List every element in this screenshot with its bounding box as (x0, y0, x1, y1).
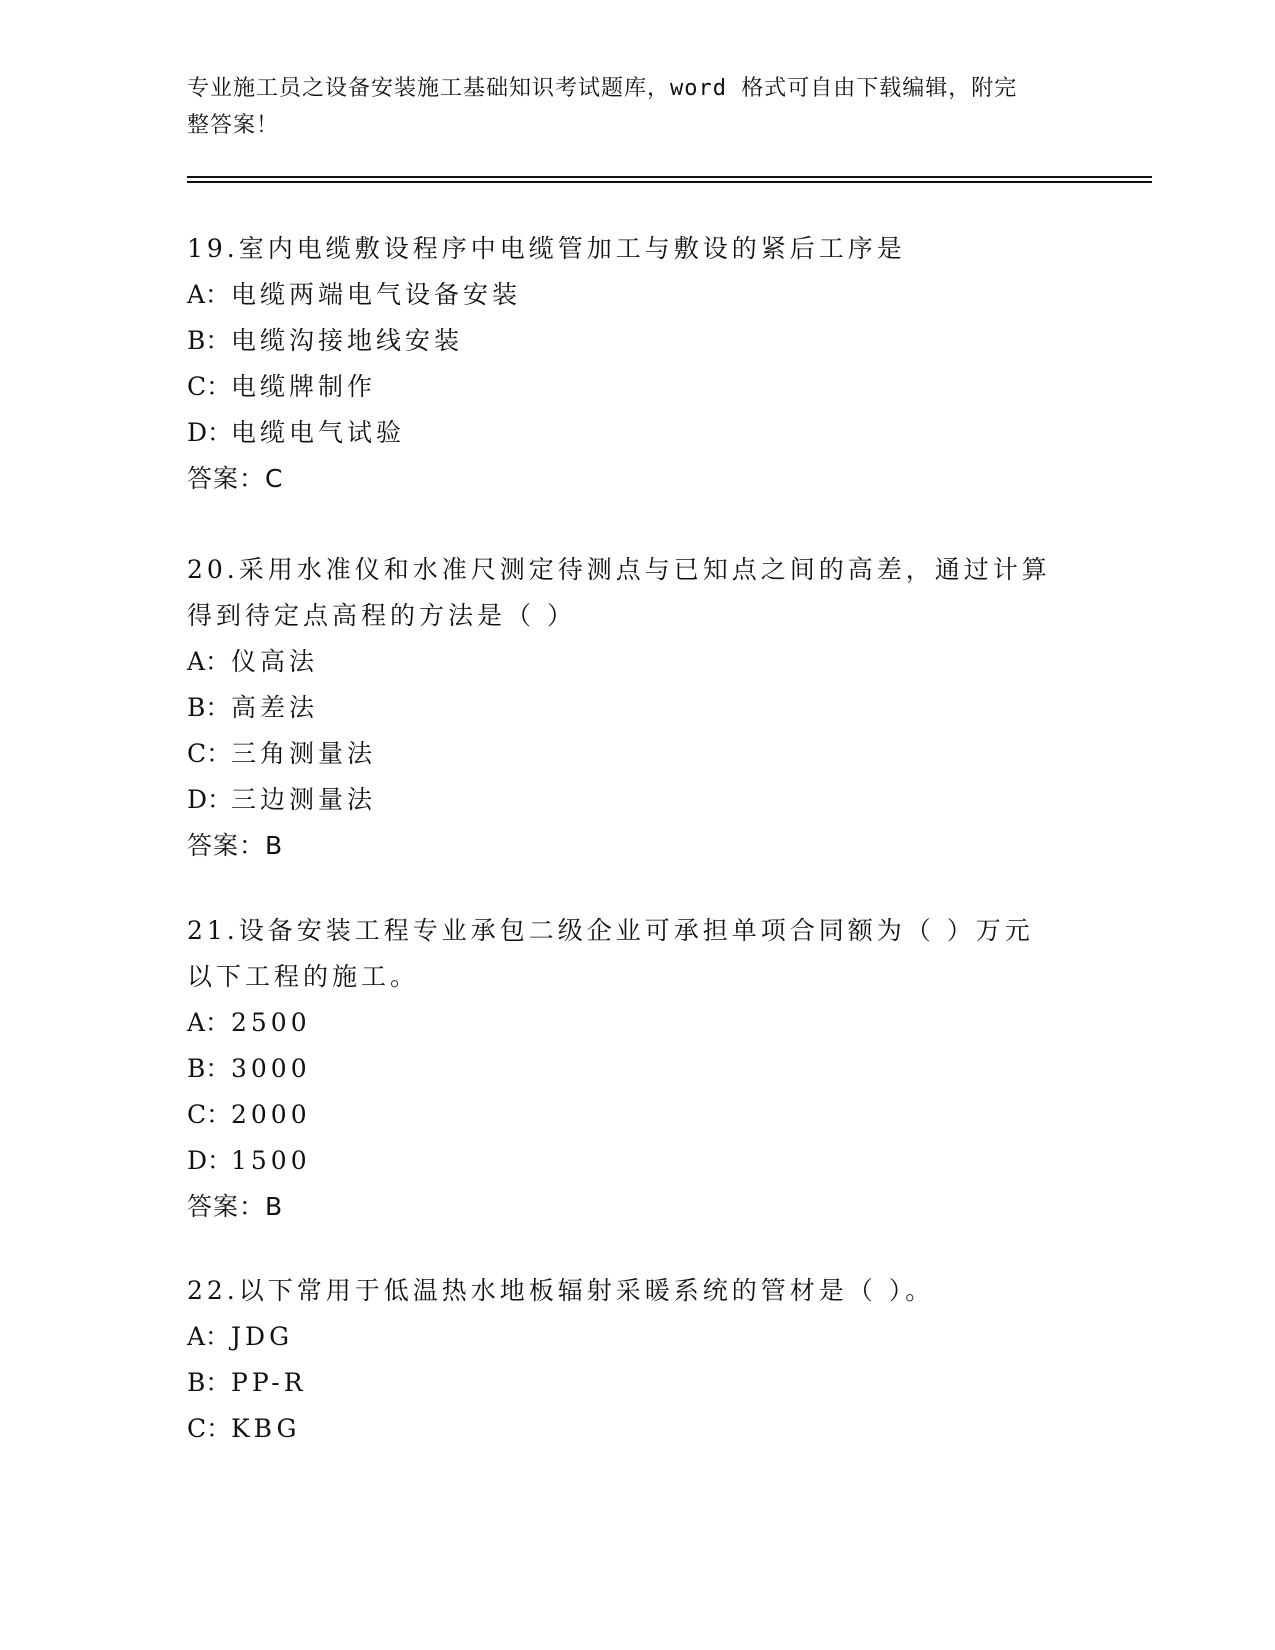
option-b (187, 1046, 1087, 1092)
option-text: 电缆牌制作 (231, 372, 377, 401)
option-letter: C： (187, 1100, 232, 1129)
question-22 (187, 1268, 1087, 1452)
option-letter: D： (187, 785, 233, 814)
option-letter: B： (187, 326, 231, 355)
option-text: 三角测量法 (231, 739, 377, 768)
option-a (187, 1000, 1087, 1046)
option-letter: A： (187, 1322, 231, 1351)
option-letter: B： (187, 1368, 231, 1397)
option-letter: B： (187, 1054, 231, 1083)
answer-line: 答案：B (187, 1192, 284, 1221)
option-text: 3000 (231, 1054, 311, 1083)
option-text: PP-R (231, 1368, 307, 1397)
option-a (187, 639, 1087, 685)
answer-line: 答案：B (187, 831, 284, 860)
option-text: 2000 (231, 1100, 311, 1129)
option-d (187, 410, 1087, 456)
option-text: 2500 (231, 1008, 311, 1037)
option-d (187, 777, 1087, 823)
document-header (187, 70, 1067, 144)
option-text: KBG (231, 1414, 301, 1443)
option-b (187, 685, 1087, 731)
question-stem: 20.采用水准仪和水准尺测定待测点与已知点之间的高差，通过计算得到待定点高程的方法是（ ） (187, 555, 1051, 630)
option-text: 电缆两端电气设备安装 (231, 280, 522, 309)
option-text: 1500 (231, 1146, 311, 1175)
option-a (187, 272, 1087, 318)
option-d (187, 1138, 1087, 1184)
option-letter: B： (187, 693, 231, 722)
option-text: 高差法 (231, 693, 319, 722)
option-text: 电缆沟接地线安装 (231, 326, 464, 355)
option-c (187, 1092, 1087, 1138)
question-stem: 22.以下常用于低温热水地板辐射采暖系统的管材是（ ）。 (187, 1276, 935, 1305)
header-line-1: 专业施工员之设备安装施工基础知识考试题库，word 格式可自由下载编辑，附完 (187, 76, 1018, 101)
option-letter: A： (187, 1008, 231, 1037)
option-text: JDG (231, 1322, 294, 1351)
option-text: 三边测量法 (231, 785, 377, 814)
option-c (187, 1406, 1087, 1452)
option-c (187, 731, 1087, 777)
option-c (187, 364, 1087, 410)
option-letter: D： (187, 418, 233, 447)
question-stem: 19.室内电缆敷设程序中电缆管加工与敷设的紧后工序是 (187, 234, 906, 263)
option-b (187, 1360, 1087, 1406)
option-a (187, 1314, 1087, 1360)
option-letter: A： (187, 647, 231, 676)
header-line-2: 整答案！ (187, 113, 280, 138)
question-20 (187, 547, 1087, 869)
option-text: 仪高法 (231, 647, 319, 676)
option-letter: C： (187, 372, 232, 401)
question-19 (187, 226, 1087, 502)
option-letter: C： (187, 739, 232, 768)
option-letter: C： (187, 1414, 232, 1443)
option-letter: A： (187, 280, 231, 309)
question-21 (187, 908, 1087, 1230)
option-letter: D： (187, 1146, 233, 1175)
option-b (187, 318, 1087, 364)
option-text: 电缆电气试验 (231, 418, 406, 447)
question-stem: 21.设备安装工程专业承包二级企业可承担单项合同额为（ ）万元以下工程的施工。 (187, 916, 1034, 991)
answer-line: 答案：C (187, 464, 284, 493)
header-divider-top (187, 176, 1152, 178)
header-divider-bottom (187, 181, 1152, 183)
